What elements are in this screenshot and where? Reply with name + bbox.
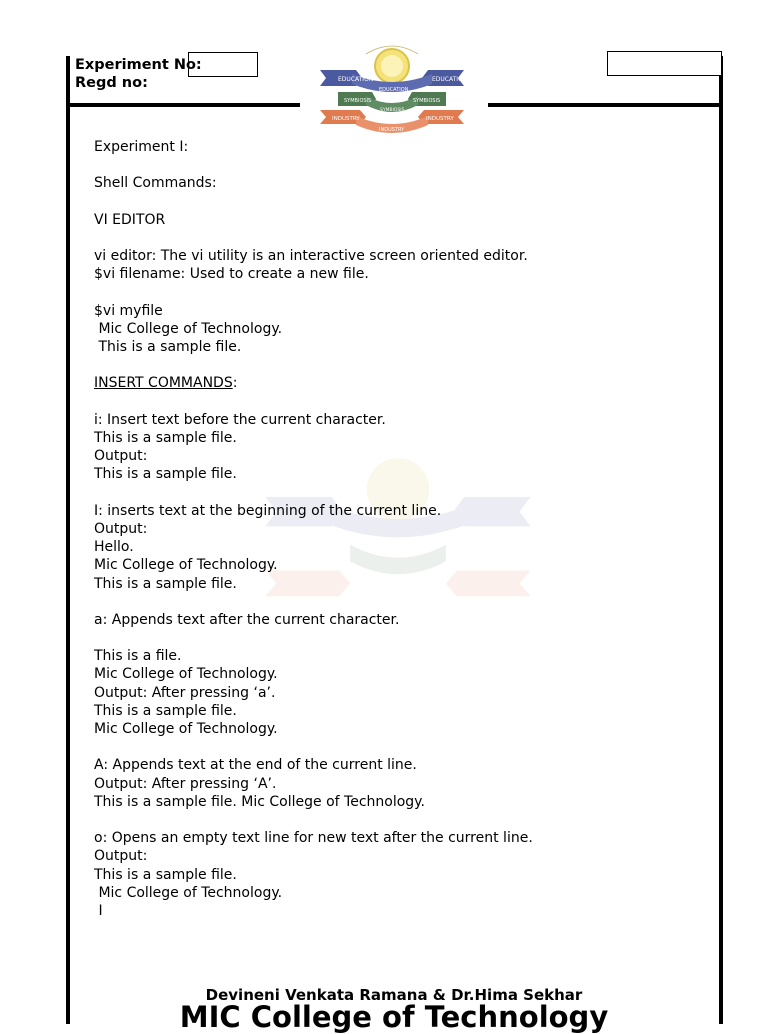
text-line: Output: — [94, 520, 148, 537]
text-line: vi editor: The vi utility is an interactive screen oriented editor. — [94, 248, 528, 265]
document-body — [94, 138, 704, 920]
left-frame-border — [66, 56, 70, 1024]
text-line: Mic College of Technology. — [94, 721, 278, 737]
header-rule-right — [488, 103, 723, 107]
text-line: Output: — [94, 848, 148, 865]
svg-text:INDUSTRY: INDUSTRY — [426, 116, 454, 122]
svg-text:EDUCATION: EDUCATION — [338, 76, 374, 83]
header-labels — [75, 56, 202, 92]
text-line: A: Appends text at the end of the current line. — [94, 757, 417, 774]
insert-commands-heading — [94, 374, 704, 392]
header-rule-left — [66, 103, 300, 107]
svg-text:INDUSTRY: INDUSTRY — [379, 127, 405, 133]
text-line: This is a sample file. Mic College of Technology. — [94, 793, 425, 810]
text-line: Mic College of Technology. — [94, 557, 278, 574]
blank-line — [94, 629, 704, 647]
blank-line — [94, 229, 704, 247]
text-line: Mic College of Technology. — [94, 666, 278, 683]
text-line: This is a sample file. — [94, 430, 237, 446]
blank-line — [94, 284, 704, 302]
footer-authors: Devineni Venkata Ramana & Dr.Hima Sekhar — [205, 986, 583, 1004]
svg-text:SYMBIOSIS: SYMBIOSIS — [413, 98, 441, 104]
text-line: This is a sample file. — [94, 466, 237, 483]
text-line: a: Appends text after the current character. — [94, 611, 400, 628]
text-line: This is a sample file. — [94, 575, 237, 592]
text-line: I — [94, 902, 103, 919]
footer-college-name: MIC College of Technology — [179, 1000, 609, 1034]
regd-no-label: Regd no: — [75, 75, 148, 91]
svg-text:EDUCATION: EDUCATION — [379, 87, 409, 93]
blank-line — [94, 811, 704, 829]
text-line: Shell Commands: — [94, 175, 217, 192]
text-line: $vi myfile — [94, 302, 163, 319]
education-symbiosis-industry-emblem-icon — [316, 40, 468, 136]
text-line: I: inserts text at the beginning of the current line. — [94, 502, 442, 519]
insert-commands-heading-colon: : — [232, 375, 238, 392]
svg-text:INDUSTRY: INDUSTRY — [332, 116, 360, 122]
text-line: o: Opens an empty text line for new text after the current line. — [94, 830, 533, 847]
experiment-no-label: Experiment No: — [75, 57, 202, 73]
text-line: Output: After pressing ‘A’. — [94, 775, 277, 792]
text-line: $vi filename: Used to create a new file. — [94, 266, 369, 283]
text-line: VI EDITOR — [94, 211, 166, 228]
insert-commands-heading-text: INSERT COMMANDS — [94, 375, 233, 392]
text-line: This is a sample file. — [94, 866, 237, 883]
blank-line — [94, 738, 704, 756]
blank-line — [94, 393, 704, 411]
text-line: This is a sample file. — [94, 702, 237, 719]
text-line: Output: — [94, 448, 148, 465]
svg-text:SYMBIOSIS: SYMBIOSIS — [380, 108, 405, 113]
blank-line — [94, 593, 704, 611]
blank-line — [94, 356, 704, 374]
right-frame-border — [719, 56, 723, 1024]
text-line: This is a sample file. — [94, 339, 242, 356]
text-line: Hello. — [94, 539, 134, 556]
blank-line — [94, 193, 704, 211]
svg-text:SYMBIOSIS: SYMBIOSIS — [344, 98, 372, 104]
blank-line — [94, 484, 704, 502]
text-line: Experiment I: — [94, 139, 189, 155]
blank-line — [94, 156, 704, 174]
experiment-no-box — [188, 52, 258, 77]
date-box — [607, 51, 722, 76]
text-line: This is a file. — [94, 648, 182, 665]
text-line: i: Insert text before the current character. — [94, 411, 386, 428]
text-line: Mic College of Technology. — [94, 320, 283, 337]
text-line: Output: After pressing ‘a’. — [94, 684, 276, 701]
svg-text:EDUCATION: EDUCATION — [432, 76, 468, 83]
text-line: Mic College of Technology. — [94, 884, 283, 901]
